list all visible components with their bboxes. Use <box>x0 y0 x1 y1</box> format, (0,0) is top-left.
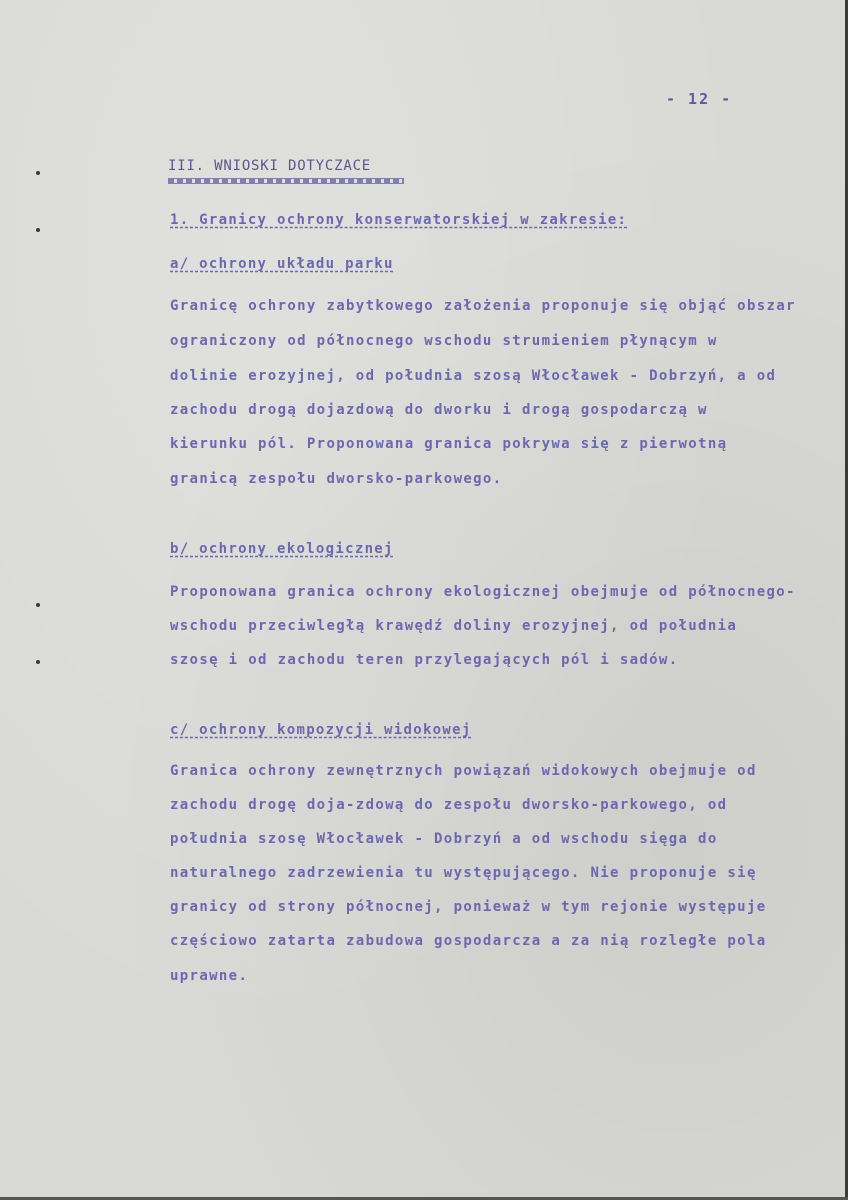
paragraph-line: uprawne. <box>170 968 249 984</box>
paragraph-line: południa szosę Włocławek - Dobrzyń a od wschodu sięga do <box>170 831 718 847</box>
paragraph-line: wschodu przeciwległą krawędź doliny erozyjnej, od południa <box>170 618 738 634</box>
paragraph-line: częściowo zatarta zabudowa gospodarcza a za nią rozległe pola <box>170 933 767 949</box>
paragraph-line: granicy od strony północnej, ponieważ w tym rejonie występuje <box>170 899 767 915</box>
paragraph-line: Granica ochrony zewnętrznych powiązań widokowych obejmuje od <box>170 763 757 779</box>
paragraph-line: zachodu drogą dojazdową do dworku i drogą gospodarczą w <box>170 402 708 418</box>
page-number: - 12 - <box>666 90 733 108</box>
punch-mark <box>36 228 40 232</box>
punch-mark <box>36 171 40 175</box>
punch-mark <box>36 660 40 664</box>
punch-mark <box>36 603 40 607</box>
heading-double-underline <box>168 178 404 184</box>
section-heading: III. WNIOSKI DOTYCZACE <box>168 158 372 174</box>
paragraph-line: granicą zespołu dworsko-parkowego. <box>170 471 503 487</box>
paragraph-line: Granicę ochrony zabytkowego założenia proponuje się objąć obszar <box>170 298 796 314</box>
subsection-a-title: a/ ochrony układu parku <box>170 256 394 272</box>
paragraph-line: ograniczony od północnego wschodu strumieniem płynącym w <box>170 333 718 349</box>
paragraph-line: Proponowana granica ochrony ekologicznej obejmuje od północnego- <box>170 584 796 600</box>
paragraph-line: kierunku pól. Proponowana granica pokrywa się z pierwotną <box>170 436 728 452</box>
paragraph-line: dolinie erozyjnej, od południa szosą Włocławek - Dobrzyń, a od <box>170 368 777 384</box>
paragraph-line: zachodu drogę doja-zdową do zespołu dworsko-parkowego, od <box>170 797 728 813</box>
subsection-c-title: c/ ochrony kompozycji widokowej <box>170 722 472 738</box>
subsection-b-title: b/ ochrony ekologicznej <box>170 541 394 557</box>
section-1-title: 1. Granicy ochrony konserwatorskiej w zakresie: <box>170 212 628 228</box>
paragraph-line: szosę i od zachodu teren przylegających pól i sadów. <box>170 652 679 668</box>
paragraph-line: naturalnego zadrzewienia tu występującego. Nie proponuje się <box>170 865 757 881</box>
